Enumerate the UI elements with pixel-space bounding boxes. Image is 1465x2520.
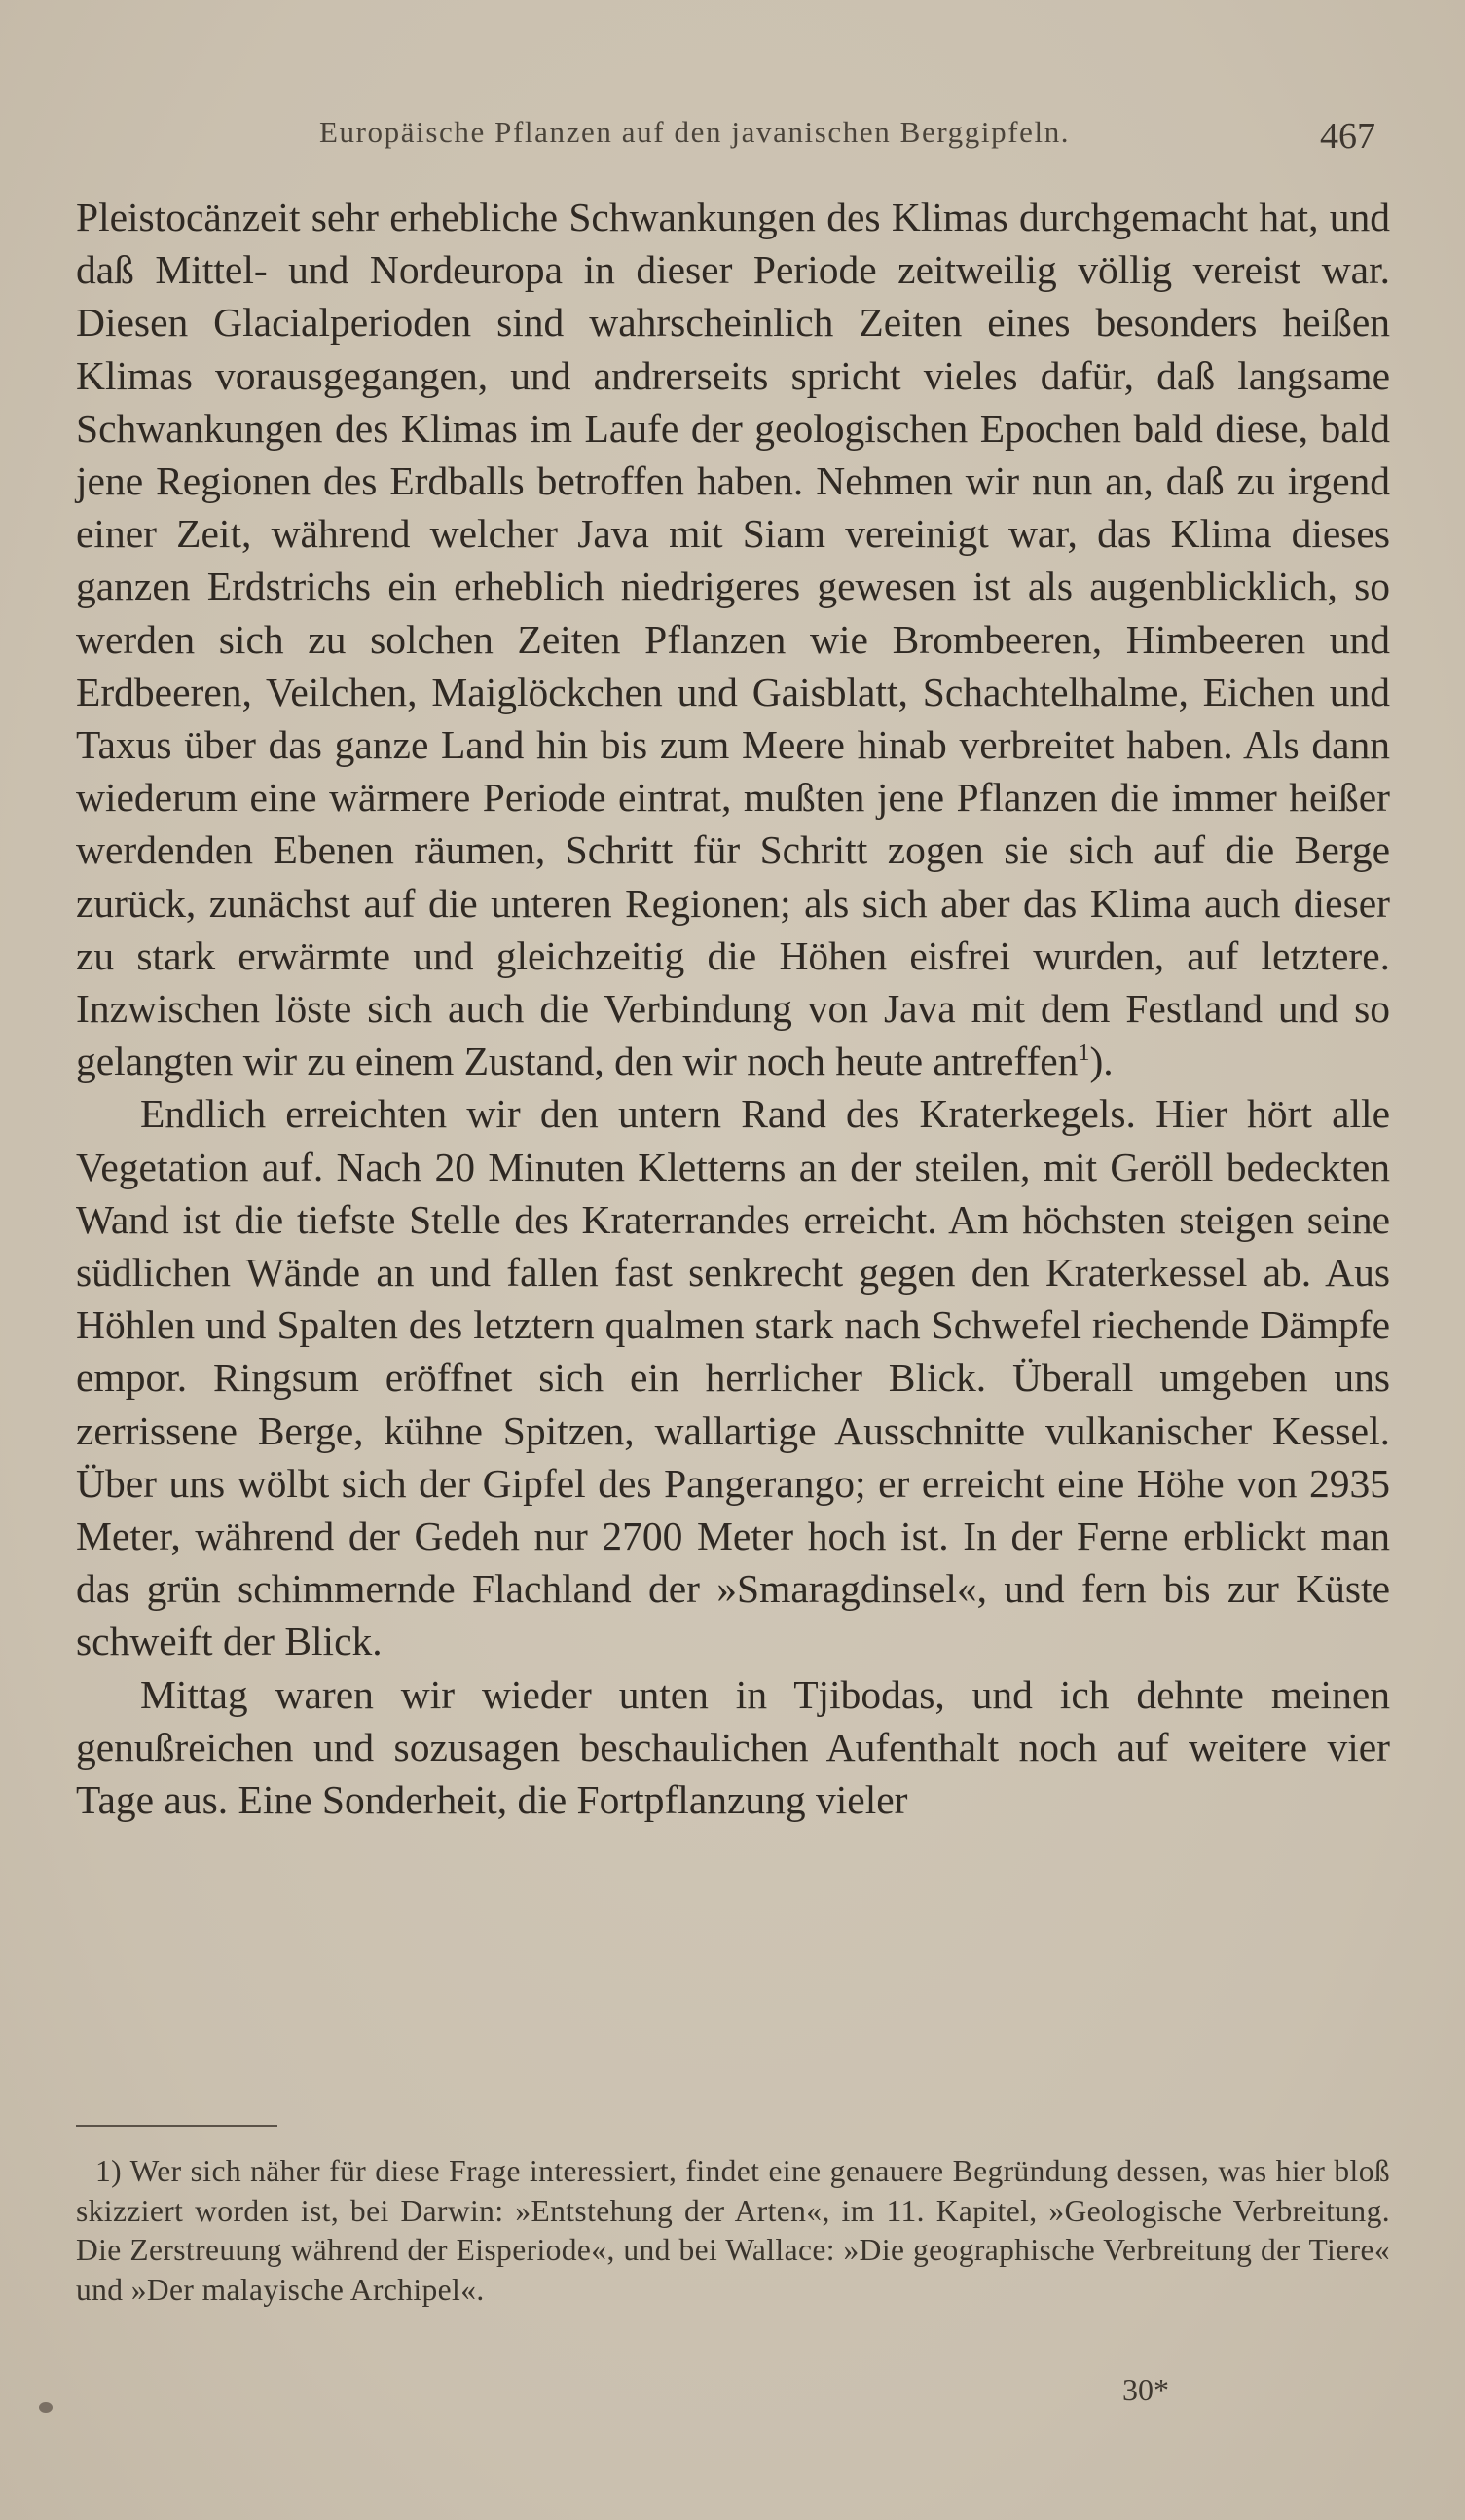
footnote: 1) Wer sich näher für diese Frage interessiert, findet eine genauere Begründung dessen, was hier bloß skizziert worden ist, bei Darwin: »Entstehung der Arten«, im 11. Kapitel, »Geologische Verbreitung. Die Zerstreuung während der Eisperiode«, und bei Wallace: »Die geographische Verbreitung der Tiere« und »Der malayische Archipel«. <box>76 2154 1390 2307</box>
footnote-divider <box>76 2125 277 2127</box>
paragraph <box>76 191 1390 1087</box>
signature-mark: 30* <box>1122 2372 1169 2407</box>
ink-speck <box>39 2402 53 2413</box>
paragraph-text: Pleistocänzeit sehr erhebliche Schwankungen des Klimas durchgemacht hat, und daß Mittel- und Nordeuropa in dieser Periode zeitweilig völlig vereist war. Diesen Glacialperioden sind wahrscheinlich Zeiten eines besonders heißen Klimas vorausgegangen, und andrerseits spricht vieles dafür, daß langsame Schwankungen des Klimas im Laufe der geologischen Epochen bald diese, bald jene Regionen des Erdballs betroffen haben. Nehmen wir nun an, daß zu irgend einer Zeit, während welcher Java mit Siam vereinigt war, das Klima dieses ganzen Erdstrichs ein erheblich niedrigeres gewesen ist als augenblicklich, so werden sich zu solchen Zeiten Pflanzen wie Brombeeren, Himbeeren und Erdbeeren, Veilchen, Maiglöckchen und Gaisblatt, Schachtelhalme, Eichen und Taxus über das ganze Land hin bis zum Meere hinab verbreitet haben. Als dann wiederum eine wärmere Periode eintrat, mußten jene Pflanzen die immer heißer werdenden Ebenen räumen, Schritt für Schritt zogen sie sich auf die Berge zurück, zunächst auf die unteren Regionen; als sich aber das Klima auch dieser zu stark erwärmte und gleichzeitig die Höhen eisfrei wurden, auf letztere. Inzwischen löste sich auch die Verbindung von Java mit dem Festland und so gelangten wir zu einem Zustand, den wir noch heute antreffen <box>76 195 1390 1084</box>
paragraph: Mittag waren wir wieder unten in Tjibodas, und ich dehnte meinen genußreichen und sozusagen beschaulichen Aufenthalt noch auf weitere vier Tage aus. Eine Sonderheit, die Fortpflanzung vieler <box>76 1671 1390 1823</box>
paragraph-text-end: ). <box>1089 1039 1114 1084</box>
main-text <box>76 191 1390 1826</box>
page-number: 467 <box>1320 116 1375 157</box>
paragraph: Endlich erreichten wir den untern Rand des Kraterkegels. Hier hört alle Vegetation auf. Nach 20 Minuten Kletterns an der steilen, mit Geröll bedeckten Wand ist die tiefste Stelle des Kraterrandes erreicht. Am höchsten steigen seine südlichen Wände an und fallen fast senkrecht gegen den Kraterkessel ab. Aus Höhlen und Spalten des letztern qualmen stark nach Schwefel riechende Dämpfe empor. Ringsum eröffnet sich ein herrlicher Blick. Überall umgeben uns zerrissene Berge, kühne Spitzen, wallartige Ausschnitte vulkanischer Kessel. Über uns wölbt sich der Gipfel des Pangerango; er erreicht eine Höhe von 2935 Meter, während der Gedeh nur 2700 Meter hoch ist. In der Ferne erblickt man das grün schimmernde Flachland der »Smaragdinsel«, und fern bis zur Küste schweift der Blick. <box>76 1091 1390 1664</box>
footnote-reference: 1 <box>1078 1041 1090 1067</box>
running-head: Europäische Pflanzen auf den javanischen Berggipfeln. <box>319 115 1071 149</box>
